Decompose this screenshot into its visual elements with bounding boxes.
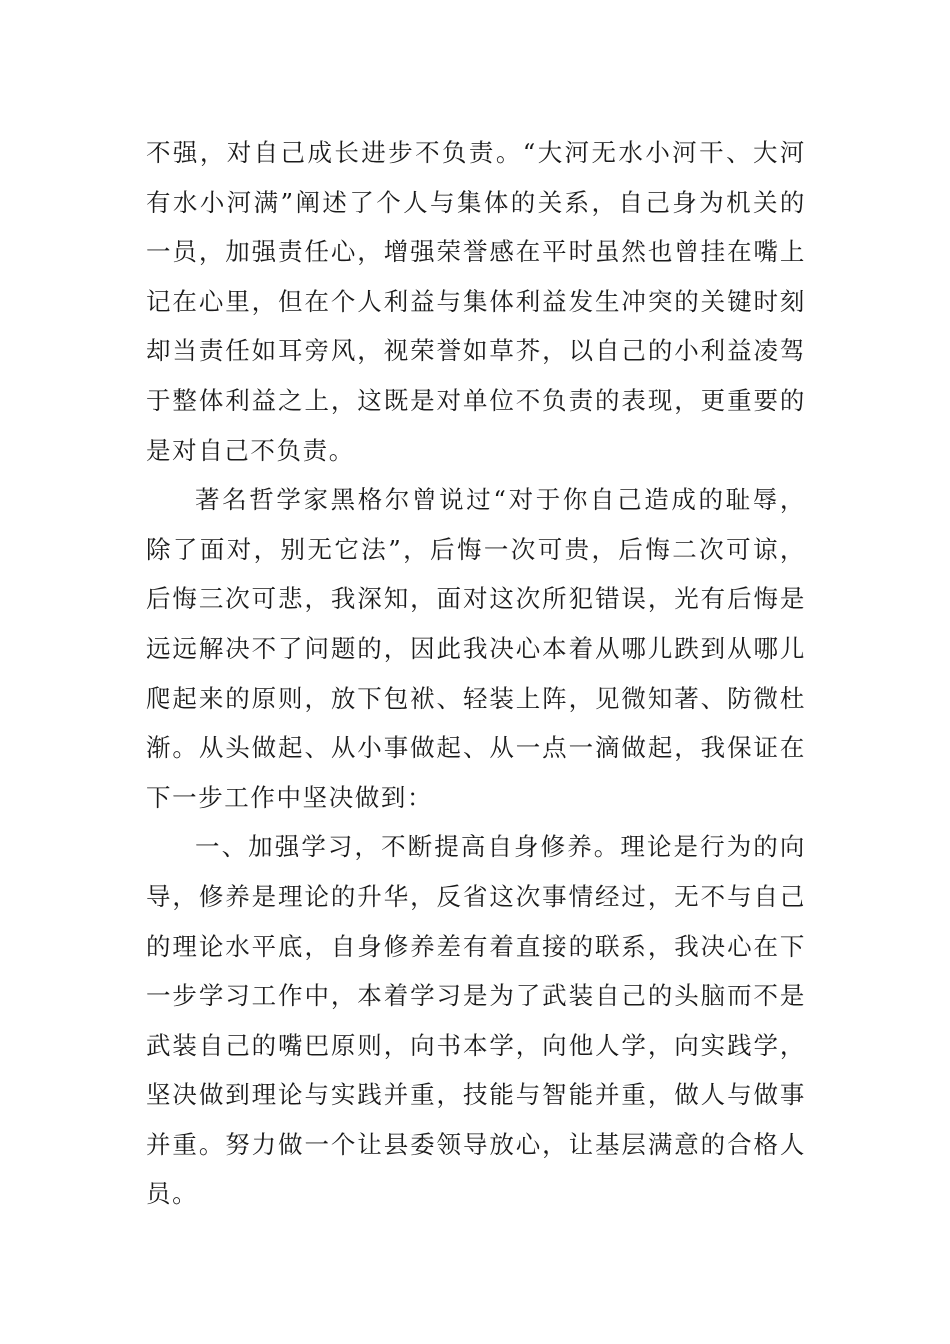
paragraph-strengthen-study: 一、加强学习，不断提高自身修养。理论是行为的向导，修养是理论的升华，反省这次事情经过，无不与自己的理论水平底，自身修养差有着直接的联系，我决心在下一步学习工作中，本着学习是为了武装自己的头脑而不是武装自己的嘴巴原则，向书本学，向他人学，向实践学，坚决做到理论与实践并重，技能与智能并重，做人与做事并重。努力做一个让县委领导放心，让基层满意的合格人员。 (146, 832, 806, 1209)
paragraph-hegel-quote: 著名哲学家黑格尔曾说过“对于你自己造成的耻辱，除了面对，别无它法”，后悔一次可贵，后悔二次可谅，后悔三次可悲，我深知，面对这次所犯错误，光有后悔是远远解决不了问题的，因此我决心本着从哪儿跌到从哪儿爬起来的原则，放下包袱、轻装上阵，见微知著、防微杜渐。从头做起、从小事做起、从一点一滴做起，我保证在下一步工作中坚决做到： (146, 485, 806, 812)
body-text (146, 128, 806, 1219)
paragraph-continuation: 不强，对自己成长进步不负责。“大河无水小河干、大河有水小河满”阐述了个人与集体的关系，自己身为机关的一员，加强责任心，增强荣誉感在平时虽然也曾挂在嘴上记在心里，但在个人利益与集体利益发生冲突的关键时刻却当责任如耳旁风，视荣誉如草芥，以自己的小利益凌驾于整体利益之上，这既是对单位不负责的表现，更重要的是对自己不负责。 (146, 138, 806, 465)
